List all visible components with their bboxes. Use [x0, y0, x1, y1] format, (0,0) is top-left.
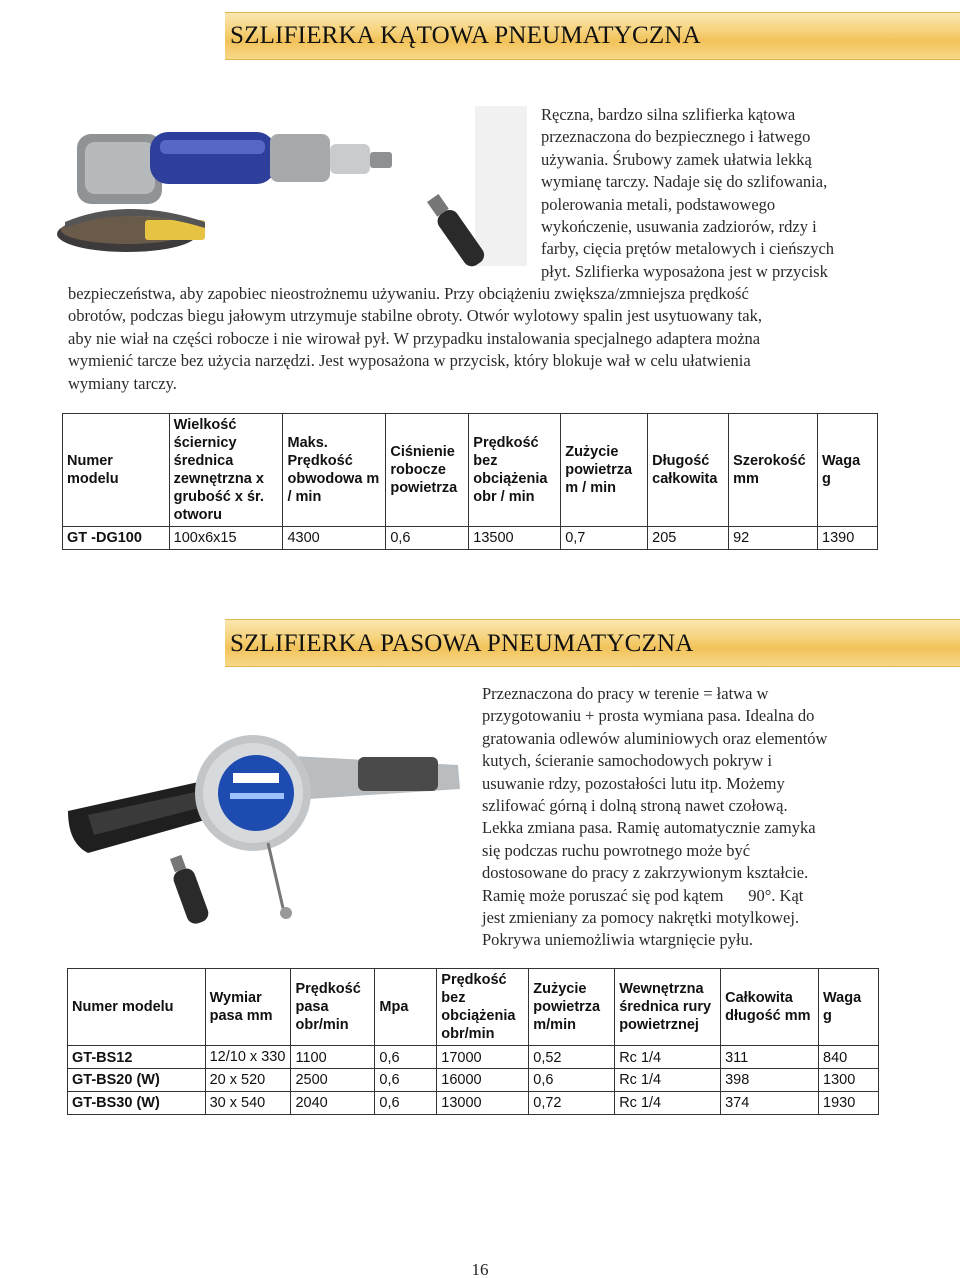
desc-line: Lekka zmiana pasa. Ramię automatycznie zamyka [482, 818, 816, 838]
cell: 30 x 540 [205, 1092, 291, 1115]
desc-line: obrotów, podczas biegu jałowym utrzymuje stabilne obroty. Otwór wylotowy spalin jest usytuowany tak, [68, 306, 762, 326]
cell: Rc 1/4 [615, 1069, 721, 1092]
desc-line: farby, cięcia prętów metalowych i cieńszych [541, 239, 835, 259]
cell: 1100 [291, 1046, 375, 1069]
th-max-speed: Maks. Prędkość obwodowa m / min [283, 414, 386, 527]
cell: 17000 [437, 1046, 529, 1069]
th-length: Długość całkowita [648, 414, 729, 527]
th-length: Całkowita długość mm [721, 969, 819, 1046]
cell: 374 [721, 1092, 819, 1115]
desc-line: płyt. Szlifierka wyposażona jest w przycisk [541, 261, 828, 281]
cell: GT-BS12 [68, 1046, 206, 1069]
table-header-row [63, 414, 878, 527]
cell: 1390 [818, 527, 878, 550]
th-width: Szerokość mm [729, 414, 818, 527]
desc-line: Ręczna, bardzo silna szlifierka kątowa [541, 105, 796, 124]
belt-sander-photo [58, 693, 478, 933]
section2-spec-table [67, 968, 879, 1115]
cell: 0,7 [561, 527, 648, 550]
section1-spec-table [62, 413, 878, 550]
cell: 0,6 [375, 1092, 437, 1115]
cell: 1300 [819, 1069, 879, 1092]
cell: 0,6 [529, 1069, 615, 1092]
desc-line: przygotowaniu + prosta wymiana pasa. Idealna do [482, 706, 815, 726]
desc-line: aby nie wiał na części robocze i nie wirował pył. W przypadku instalowania specjalnego adaptera można [68, 328, 761, 348]
desc-line: kutych, ścieranie samochodowych pokryw i [482, 751, 773, 771]
cell: 398 [721, 1069, 819, 1092]
desc-line: wymienić tarcze bez użycia narzędzi. Jest wyposażona w przycisk, który blokuje wał w celu ułatwienia [68, 351, 751, 371]
section2-description [482, 683, 892, 952]
page-number: 16 [471, 1260, 489, 1278]
cell: 0,52 [529, 1046, 615, 1069]
th-disc-size: Wielkość ściernicy średnica zewnętrzna x grubość x śr. otworu [169, 414, 283, 527]
cell: 205 [648, 527, 729, 550]
cell: 1930 [819, 1092, 879, 1115]
th-model: Numer modelu [68, 969, 206, 1046]
desc-line: wykończenie, usuwania zadziorów, rdzy i [541, 217, 817, 237]
desc-line: używania. Śrubowy zamek ułatwia lekką [541, 149, 812, 169]
table-row [68, 1092, 879, 1115]
th-no-load-speed: Prędkość bez obciążenia obr/min [437, 969, 529, 1046]
desc-line: wymiany tarczy. [68, 373, 177, 393]
desc-line: Ramię może poruszać się pod kątem 90°. Kąt [482, 885, 804, 905]
cell: 92 [729, 527, 818, 550]
cell: 0,6 [375, 1069, 437, 1092]
desc-line: przeznaczona do bezpiecznego i łatwego [541, 127, 811, 147]
desc-line: dostosowane do pracy z zakrzywionym kształcie. [482, 863, 809, 883]
cell: GT-BS20 (W) [68, 1069, 206, 1092]
cell: GT -DG100 [63, 527, 170, 550]
cell: GT-BS30 (W) [68, 1092, 206, 1115]
cell: 0,72 [529, 1092, 615, 1115]
table-header-row [68, 969, 879, 1046]
section1-description-wrap [541, 104, 892, 283]
desc-line: się podczas ruchu powrotnego może być [482, 840, 751, 860]
table-row [63, 527, 878, 550]
th-no-load-speed: Prędkość bez obciążenia obr / min [469, 414, 561, 527]
desc-line: Pokrywa uniemożliwia wtargnięcie pyłu. [482, 930, 753, 950]
cell: Rc 1/4 [615, 1046, 721, 1069]
cell: 4300 [283, 527, 386, 550]
section1-title: SZLIFIERKA KĄTOWA PNEUMATYCZNA [230, 22, 701, 49]
desc-line: gratowania odlewów aluminiowych oraz elementów [482, 728, 828, 748]
cell: 2500 [291, 1069, 375, 1092]
cell: 0,6 [375, 1046, 437, 1069]
desc-line: wymianę tarczy. Nadaje się do szlifowania, [541, 172, 828, 192]
cell: 20 x 520 [205, 1069, 291, 1092]
angle-grinder-photo [55, 104, 530, 274]
section1-description-full [68, 283, 892, 395]
th-hose-diameter: Wewnętrzna średnica rury powietrznej [615, 969, 721, 1046]
th-mpa: Mpa [375, 969, 437, 1046]
th-belt-speed: Prędkość pasa obr/min [291, 969, 375, 1046]
desc-line: polerowania metali, podstawowego [541, 194, 776, 214]
cell: 2040 [291, 1092, 375, 1115]
cell: 12/10 x 330 [205, 1046, 291, 1069]
desc-line: usuwanie rdzy, pozostałości lutu itp. Możemy [482, 773, 785, 793]
table-row [68, 1046, 879, 1069]
desc-line: szlifować górną i dolną stroną nawet czołową. [482, 796, 788, 816]
cell: 311 [721, 1046, 819, 1069]
cell: 13000 [437, 1092, 529, 1115]
th-air-consumption: Zużycie powietrza m/min [529, 969, 615, 1046]
th-weight: Waga g [819, 969, 879, 1046]
th-model: Numer modelu [63, 414, 170, 527]
cell: 0,6 [386, 527, 469, 550]
th-pressure: Ciśnienie robocze powietrza [386, 414, 469, 527]
desc-line: Przeznaczona do pracy w terenie = łatwa w [482, 684, 769, 703]
cell: 13500 [469, 527, 561, 550]
cell: 840 [819, 1046, 879, 1069]
table-row [68, 1069, 879, 1092]
desc-line: bezpieczeństwa, aby zapobiec nieostrożnemu używaniu. Przy obciążeniu zwiększa/zmniejsza prędkość [68, 284, 749, 303]
cell: Rc 1/4 [615, 1092, 721, 1115]
desc-line: jest zmieniany za pomocy nakrętki motylkowej. [482, 908, 800, 928]
cell: 16000 [437, 1069, 529, 1092]
th-weight: Waga g [818, 414, 878, 527]
th-air-consumption: Zużycie powietrza m / min [561, 414, 648, 527]
section2-title: SZLIFIERKA PASOWA PNEUMATYCZNA [230, 630, 694, 657]
th-belt-size: Wymiar pasa mm [205, 969, 291, 1046]
cell: 100x6x15 [169, 527, 283, 550]
